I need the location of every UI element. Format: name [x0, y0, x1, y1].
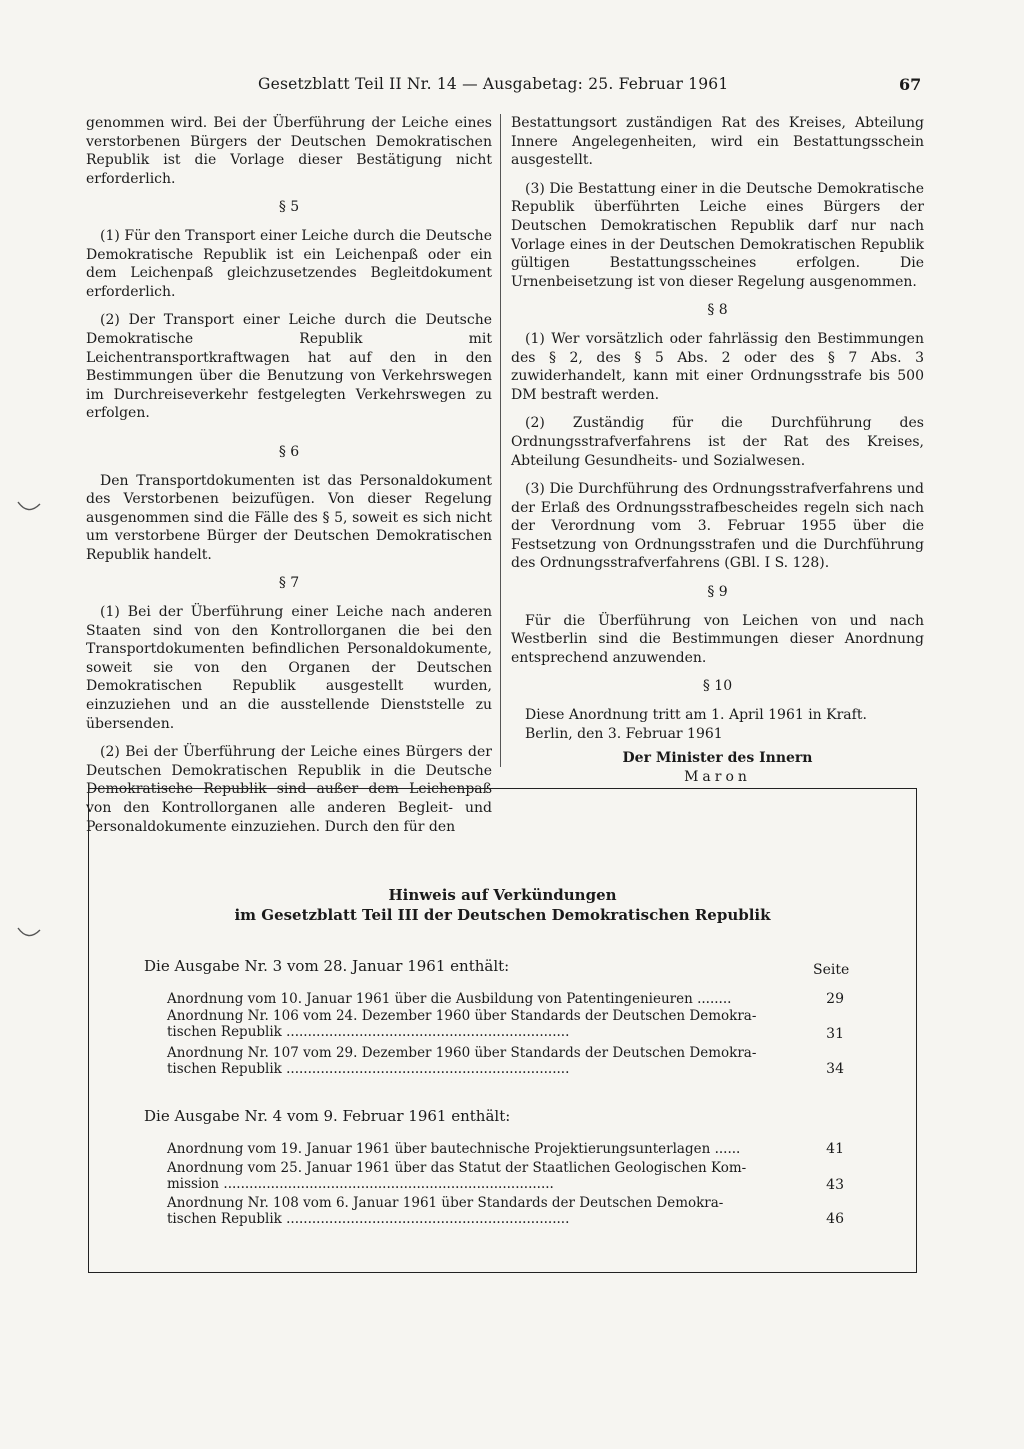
paragraph-10: Diese Anordnung tritt am 1. April 1961 in Kraft. — [525, 707, 867, 724]
header-title: Gesetzblatt Teil II Nr. 14 — Ausgabetag: 25. Februar 1961 — [258, 75, 729, 93]
entry-page-number: 41 — [826, 1141, 844, 1157]
paragraph-continued: Bestattungsort zuständigen Rat des Kreises, Abteilung Innere Angelegenheiten, wird ein Bestattungsschein ausgestellt. — [511, 115, 924, 169]
signatory-title: Der Minister des Innern — [622, 750, 813, 767]
right-column — [511, 114, 924, 786]
notice-title-line2: im Gesetzblatt Teil III der Deutschen Demokratischen Republik — [234, 906, 771, 924]
page-number: 67 — [899, 75, 922, 94]
notice-title-line1: Hinweis auf Verkündungen — [388, 886, 617, 904]
entry-page-number: 29 — [826, 991, 844, 1007]
paragraph-5-1: (1) Für den Transport einer Leiche durch die Deutsche Demokratische Republik ist ein Leichenpaß oder ein dem Leichenpaß gleichzusetzendes Begleitdokument erforderlich. — [86, 227, 492, 300]
column-divider — [500, 114, 501, 767]
section-heading-6: § 6 — [278, 443, 300, 460]
paragraph-6: Den Transportdokumenten ist das Personaldokument des Verstorbenen beizufügen. Von dieser Regelung ausgenommen sind die Fälle des § 5, soweit es sich nicht um verstorbene Bürger der Deutschen Demokratischen Republik handelt. — [86, 472, 492, 563]
list-item: Anordnung Nr. 106 vom 24. Dezember 1960 über Standards der Deutschen Demokra- tischen Republik .................................................................. — [167, 1008, 757, 1040]
section-heading-9: § 9 — [707, 584, 728, 601]
section-heading-7: § 7 — [278, 575, 300, 592]
entry-page-number: 34 — [826, 1061, 844, 1077]
list-item: Anordnung vom 25. Januar 1961 über das Statut der Staatlichen Geologischen Kom- mission ............................................................................. — [167, 1160, 747, 1192]
paragraph-5-2: (2) Der Transport einer Leiche durch die Deutsche Demokratische Republik mit Leichentransportkraftwagen hat auf den in den Bestimmungen über die Benutzung von Verkehrswegen im Durchreiseverkehr festgelegten Verkehrswegen zu erfolgen. — [86, 312, 492, 422]
notice-box — [88, 788, 917, 1273]
list-item: Anordnung vom 10. Januar 1961 über die Ausbildung von Patentingenieuren ........ — [167, 991, 732, 1007]
seite-label: Seite — [813, 962, 850, 978]
issue-heading-4: Die Ausgabe Nr. 4 vom 9. Februar 1961 enthält: — [144, 1107, 511, 1125]
notice-title — [89, 885, 916, 925]
paragraph-7-1: (1) Bei der Überführung einer Leiche nach anderen Staaten sind von den Kontrollorganen die bei den Transportdokumenten befindlichen Personaldokumente, soweit sie von den Organen der Deutschen Demokratischen Republik ausgestellt wurden, einzuziehen und an die ausstellende Dienststelle zu übersenden. — [86, 604, 492, 732]
left-column — [86, 114, 492, 836]
signature-date: Berlin, den 3. Februar 1961 — [525, 725, 723, 742]
entry-page-number: 46 — [826, 1211, 844, 1227]
section-heading-10: § 10 — [702, 678, 733, 695]
list-item: Anordnung Nr. 107 vom 29. Dezember 1960 über Standards der Deutschen Demokra- tischen Republik .................................................................. — [167, 1045, 757, 1077]
entry-page-number: 43 — [826, 1177, 844, 1193]
paragraph-7-3: (3) Die Bestattung einer in die Deutsche Demokratische Republik überführten Leiche eines Bürgers der Deutschen Demokratischen Republik darf nur nach Vorlage eines in der Deutschen Demokratischen Republik gültigen Bestattungsscheines erfolgen. Die Urnenbeisetzung ist von dieser Regelung ausgenommen. — [511, 180, 924, 290]
signatory-name: Maron — [684, 768, 751, 785]
section-heading-8: § 8 — [707, 302, 728, 319]
paragraph-9: Für die Überführung von Leichen von und nach Westberlin sind die Bestimmungen dieser Anordnung entsprechend anzuwenden. — [511, 612, 924, 666]
paragraph-intro: genommen wird. Bei der Überführung der Leiche eines verstorbenen Bürgers der Deutschen Demokratischen Republik ist die Vorlage dieser Bestätigung nicht erforderlich. — [86, 115, 492, 187]
issue-heading-3: Die Ausgabe Nr. 3 vom 28. Januar 1961 enthält: — [144, 957, 510, 975]
list-item: Anordnung Nr. 108 vom 6. Januar 1961 über Standards der Deutschen Demokra- tischen Republik .................................................................. — [167, 1195, 724, 1227]
section-heading-5: § 5 — [278, 199, 300, 216]
margin-mark — [16, 496, 42, 520]
paragraph-8-3: (3) Die Durchführung des Ordnungsstrafverfahrens und der Erlaß des Ordnungsstrafbescheides regeln sich nach der Verordnung vom 3. Februar 1955 über die Festsetzung von Ordnungsstrafen und die Durchführung des Ordnungsstrafverfahrens (GBl. I S. 128). — [511, 481, 924, 572]
list-item: Anordnung vom 19. Januar 1961 über bautechnische Projektierungsunterlagen ...... — [167, 1141, 741, 1157]
paragraph-8-1: (1) Wer vorsätzlich oder fahrlässig den Bestimmungen des § 2, des § 5 Abs. 2 oder des § 7 Abs. 3 zuwiderhandelt, kann mit einer Ordnungsstrafe bis 500 DM bestraft werden. — [511, 330, 924, 403]
page-header — [0, 73, 1024, 99]
paragraph-8-2: (2) Zuständig für die Durchführung des Ordnungsstrafverfahrens ist der Rat des Kreises, Abteilung Gesundheits- und Sozialwesen. — [511, 415, 924, 469]
paragraph-7-2: (2) Bei der Überführung der Leiche eines Bürgers der Deutschen Demokratischen Republik in die Deutsche Demokratische Republik sind außer dem Leichenpaß von den Kontrollorganen alle anderen Begleit- und Personaldokumente einzuziehen. Durch den für den — [86, 744, 492, 835]
entry-page-number: 31 — [826, 1026, 844, 1042]
margin-mark — [16, 922, 42, 946]
